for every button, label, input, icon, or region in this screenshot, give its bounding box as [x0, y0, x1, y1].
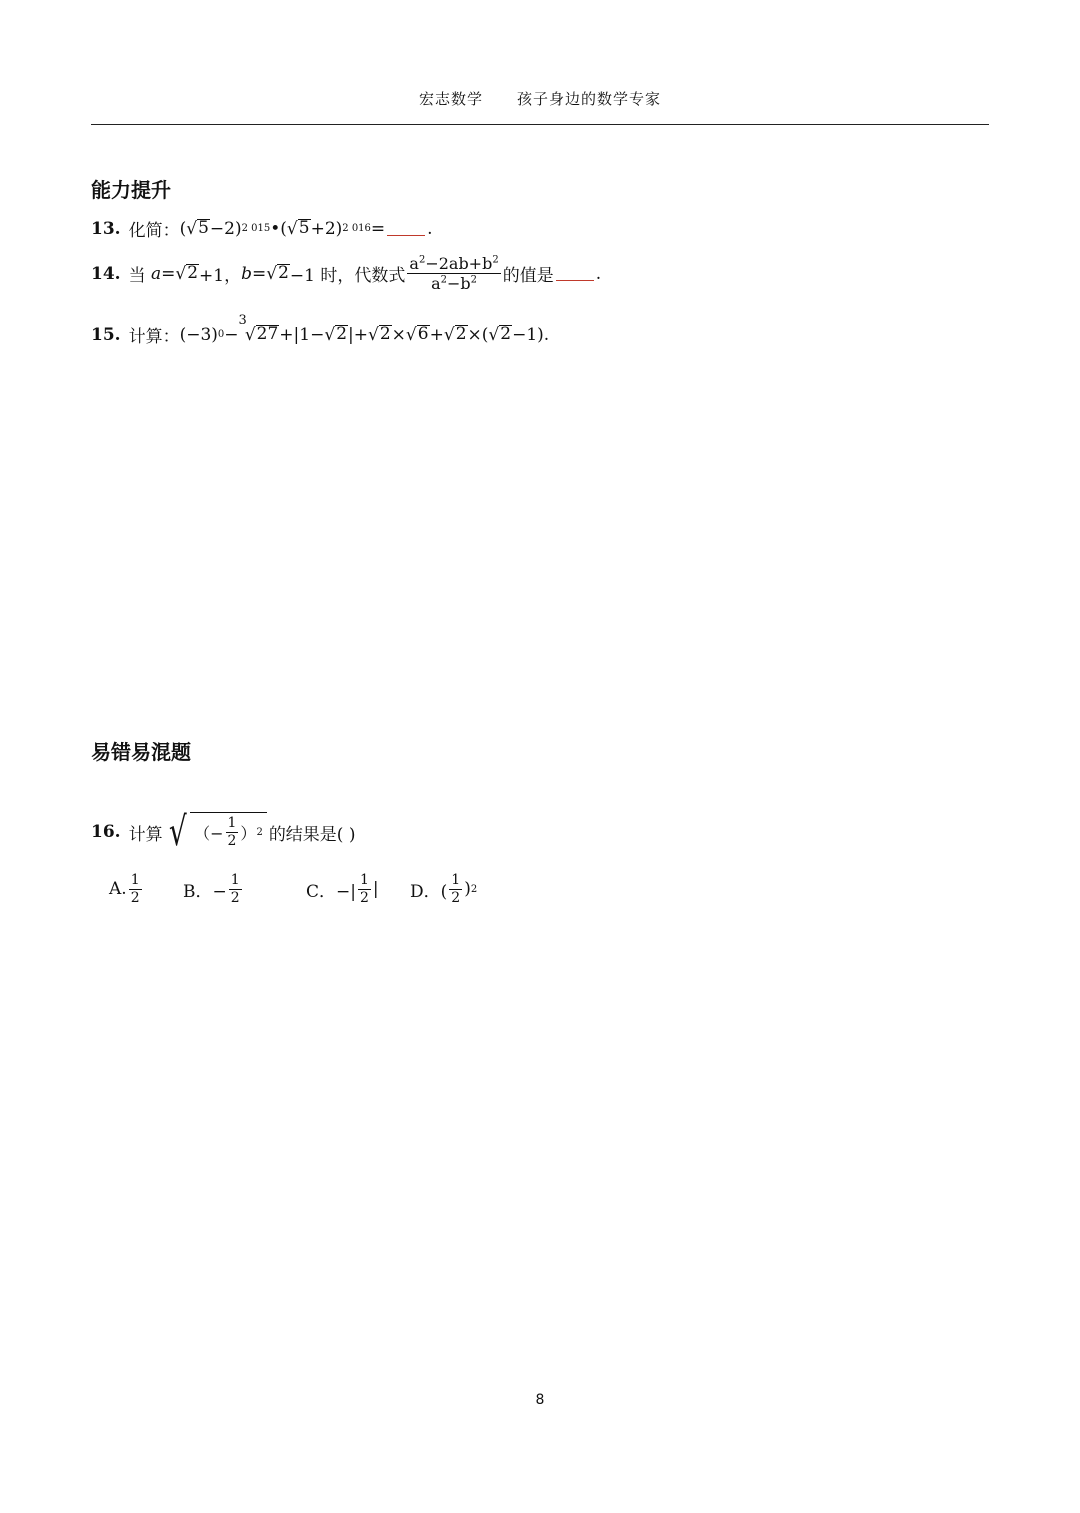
denominator: 2 [451, 889, 461, 906]
exponent: 2 [470, 883, 478, 895]
problem-number: 14. [91, 263, 121, 284]
sqrt-expression [324, 325, 348, 345]
denominator: 2 [130, 889, 140, 906]
expr-text: ×( [467, 324, 489, 345]
radicand: 5 [198, 217, 209, 238]
expr-text: 的值是 [502, 266, 554, 287]
equals: = [252, 263, 267, 284]
sqrt-expression [165, 809, 267, 855]
problem-number: 15. [91, 324, 121, 345]
page-header [91, 88, 989, 125]
sqrt-expression [186, 219, 210, 239]
exponent: 2 [440, 274, 447, 286]
fraction [229, 872, 242, 907]
numerator-mid: −2ab+b [425, 254, 493, 273]
section-title-mistakes: 易错易混题 [91, 740, 191, 764]
expr-text: −1). [512, 324, 550, 345]
fraction [358, 872, 371, 907]
expr-text: +2) [310, 218, 343, 239]
expr-text: +1， [199, 266, 242, 287]
radicand: 6 [417, 323, 429, 344]
answer-blank[interactable] [556, 266, 594, 281]
exponent: 2 015 [241, 223, 271, 234]
answer-blank[interactable] [387, 221, 425, 236]
radicand: 27 [256, 323, 279, 344]
numerator [407, 254, 500, 274]
root-index: 3 [238, 313, 247, 328]
problem-number: 13. [91, 218, 121, 239]
option-label: B．− [183, 881, 227, 902]
multiply-dot: • [270, 218, 281, 239]
radical-sign: √ [405, 324, 417, 345]
expr-text: 当 [128, 266, 146, 287]
paren: ( [280, 218, 287, 239]
expr-text: +|1− [279, 324, 325, 345]
radicand: 2 [187, 262, 199, 283]
header-slogan: 孩子身边的数学专家 [517, 90, 662, 108]
option-d[interactable] [410, 872, 477, 907]
sqrt-expression [488, 325, 512, 345]
numerator: 1 [451, 872, 461, 888]
exponent: 2 [492, 254, 499, 266]
expr-text: − [224, 324, 239, 345]
radicand [190, 812, 267, 852]
option-label: A. [109, 879, 127, 900]
sqrt-expression [266, 264, 290, 284]
exponent: 2 [418, 254, 426, 266]
sqrt-expression [175, 264, 199, 284]
radical-sign: √ [244, 324, 256, 345]
numerator: 1 [130, 872, 140, 888]
expr-text: ） [240, 824, 257, 843]
expr-text: + [429, 324, 444, 345]
sqrt-expression [368, 325, 392, 345]
problem-prompt: 化简： [128, 221, 180, 241]
fraction [226, 815, 239, 850]
expr-text: （− [194, 824, 224, 843]
problem-prompt: 计算 [128, 824, 163, 845]
expr-text: (−3) [179, 324, 218, 345]
expr-text: −2) [209, 218, 242, 239]
radicand: 2 [500, 323, 512, 344]
sqrt-expression [444, 325, 468, 345]
sqrt-expression [406, 325, 430, 345]
equals: = [370, 218, 386, 239]
numerator: 1 [359, 872, 369, 888]
fraction [449, 872, 462, 907]
problem-16 [91, 809, 356, 855]
paren: ( [179, 218, 187, 239]
radical-sign: √ [443, 324, 455, 345]
radical-sign: √ [488, 324, 500, 345]
radical-sign: √ [168, 809, 187, 855]
denominator: 2 [230, 889, 240, 906]
radical-sign: √ [324, 324, 336, 345]
cube-root-expression [245, 325, 279, 345]
problem-prompt: 计算： [128, 327, 180, 347]
expr-text: × [391, 324, 406, 345]
option-a[interactable] [109, 872, 183, 907]
exponent: 2 016 [342, 223, 371, 234]
radical-sign: √ [186, 218, 198, 239]
radical-sign: √ [286, 218, 298, 239]
numerator: 1 [230, 872, 240, 888]
radicand: 2 [278, 262, 289, 283]
expr-text: 的结果是( ) [268, 824, 356, 845]
option-b[interactable] [183, 872, 306, 907]
problem-15 [91, 313, 550, 347]
section-title-ability: 能力提升 [91, 178, 171, 202]
paren: ) [464, 879, 471, 900]
numerator: 1 [227, 815, 237, 832]
radical-sign: √ [266, 263, 278, 284]
radical-sign: √ [368, 324, 379, 345]
option-c[interactable] [306, 872, 410, 907]
radicand: 2 [455, 323, 467, 344]
exponent: 2 [470, 274, 478, 286]
exponent: 2 [256, 827, 263, 838]
denominator: 2 [359, 889, 369, 906]
problem-14 [91, 254, 601, 293]
period: . [427, 218, 433, 239]
radicand: 2 [379, 323, 391, 344]
radical-sign: √ [175, 263, 187, 284]
denominator-a: a [431, 274, 441, 294]
denominator [429, 274, 479, 293]
variable-b: b [241, 263, 252, 284]
period: . [595, 263, 602, 284]
fraction [407, 254, 500, 293]
sqrt-expression [287, 219, 311, 239]
fraction [129, 872, 142, 907]
option-label: C．−| [306, 881, 356, 902]
header-brand: 宏志数学 [418, 90, 483, 108]
numerator-a: a [409, 254, 419, 273]
radicand: 5 [298, 217, 310, 238]
option-label: D．( [410, 881, 448, 902]
problem-number: 16. [91, 822, 121, 842]
abs-bar: | [372, 879, 379, 900]
expr-text: |+ [348, 324, 368, 345]
problem-13 [91, 216, 433, 241]
expr-text: −1 时，代数式 [289, 266, 406, 287]
denominator-mid: −b [446, 274, 471, 294]
denominator: 2 [227, 833, 237, 849]
page-number: 8 [535, 1392, 545, 1408]
equals: = [161, 263, 176, 284]
answer-options [109, 872, 477, 907]
exponent: 0 [217, 329, 225, 340]
radicand: 2 [336, 323, 348, 344]
variable-a: a [150, 263, 162, 284]
